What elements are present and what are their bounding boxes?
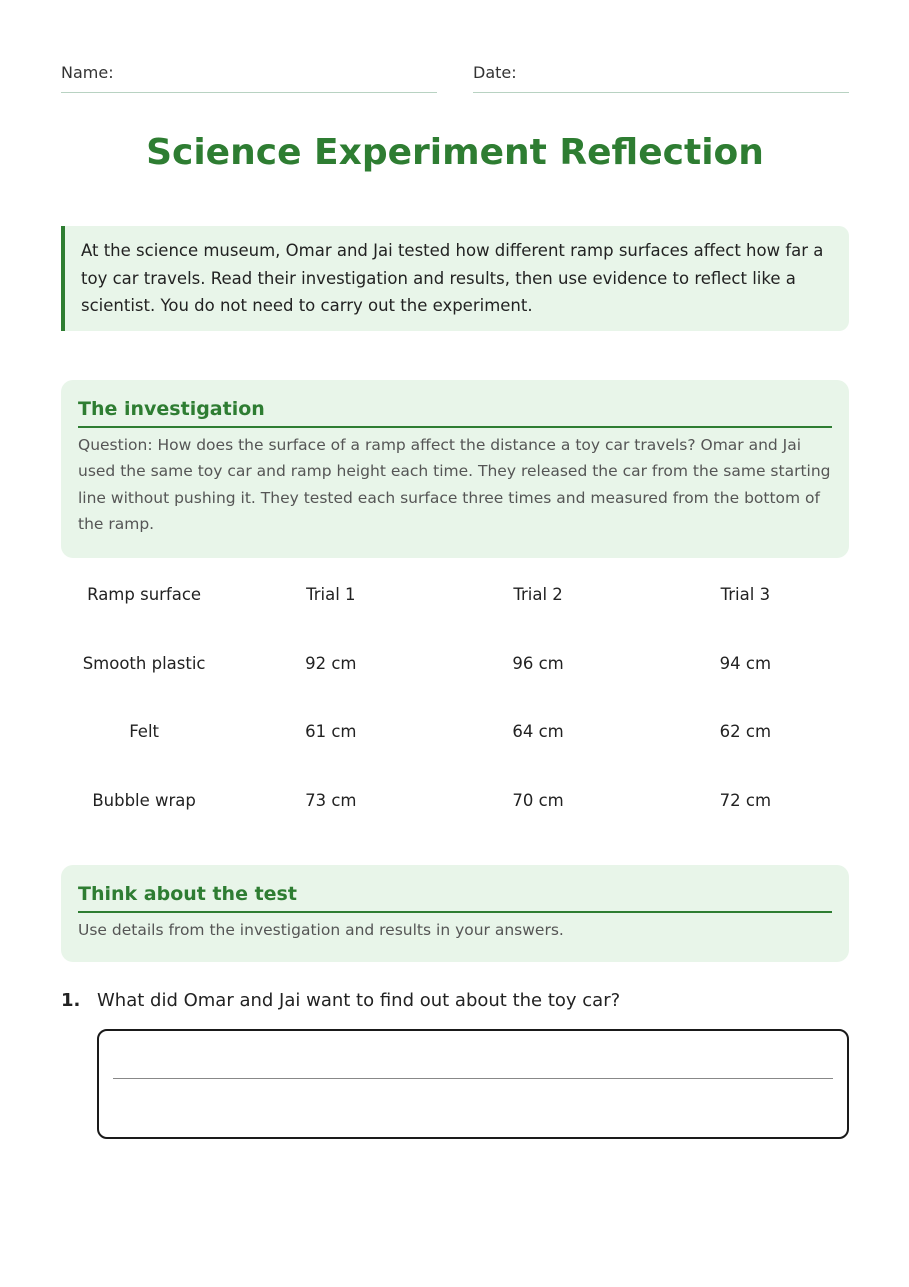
question-number: 1. [61, 990, 81, 1011]
investigation-heading: The investigation [78, 395, 832, 428]
table-row [61, 629, 849, 698]
table-header-cell: Ramp surface [87, 584, 202, 604]
question-text: What did Omar and Jai want to find out about the toy car? [97, 990, 621, 1011]
table-cell: Bubble wrap [92, 790, 196, 810]
table-header-cell: Trial 3 [720, 584, 771, 604]
table-header-cell: Trial 2 [513, 584, 563, 604]
table-cell: Felt [129, 722, 159, 742]
table-cell: 94 cm [719, 653, 772, 673]
date-field[interactable] [473, 62, 849, 93]
table-row [61, 766, 849, 835]
table-header-cell: Trial 1 [306, 584, 356, 604]
name-field[interactable] [61, 62, 437, 93]
table-cell: 61 cm [305, 722, 357, 742]
name-label: Name: [61, 63, 114, 82]
table-cell: 73 cm [305, 790, 357, 810]
results-table [61, 560, 849, 835]
investigation-body: Question: How does the surface of a ramp affect the distance a toy car travels? Omar and Jai used the same toy car and ramp height each time. They released the car from the same starting line without pushing it. They tested each surface three times and measured from the bottom of the ramp. [78, 436, 831, 533]
think-body: Use details from the investigation and results in your answers. [78, 921, 564, 939]
date-label: Date: [473, 63, 517, 82]
intro-callout [61, 226, 849, 331]
table-row [61, 697, 849, 766]
think-heading: Think about the test [78, 880, 832, 913]
table-cell: 96 cm [512, 653, 564, 673]
investigation-panel [61, 380, 849, 558]
think-panel [61, 865, 849, 962]
table-cell: 72 cm [719, 790, 772, 810]
answer-box[interactable] [97, 1029, 849, 1139]
table-header-row [61, 560, 849, 629]
name-date-row [61, 62, 849, 92]
intro-text: At the science museum, Omar and Jai tested how different ramp surfaces affect how far a toy car travels. Read their investigation and results, then use evidence to reflect like a scientist. You do not need to carry out the experiment. [81, 241, 824, 315]
table-cell: 62 cm [719, 722, 772, 742]
table-cell: Smooth plastic [82, 653, 206, 673]
table-cell: 92 cm [305, 653, 357, 673]
table-cell: 70 cm [512, 790, 564, 810]
table-cell: 64 cm [512, 722, 564, 742]
answer-line [113, 1078, 833, 1079]
page-title: Science Experiment Reflection [146, 132, 764, 173]
